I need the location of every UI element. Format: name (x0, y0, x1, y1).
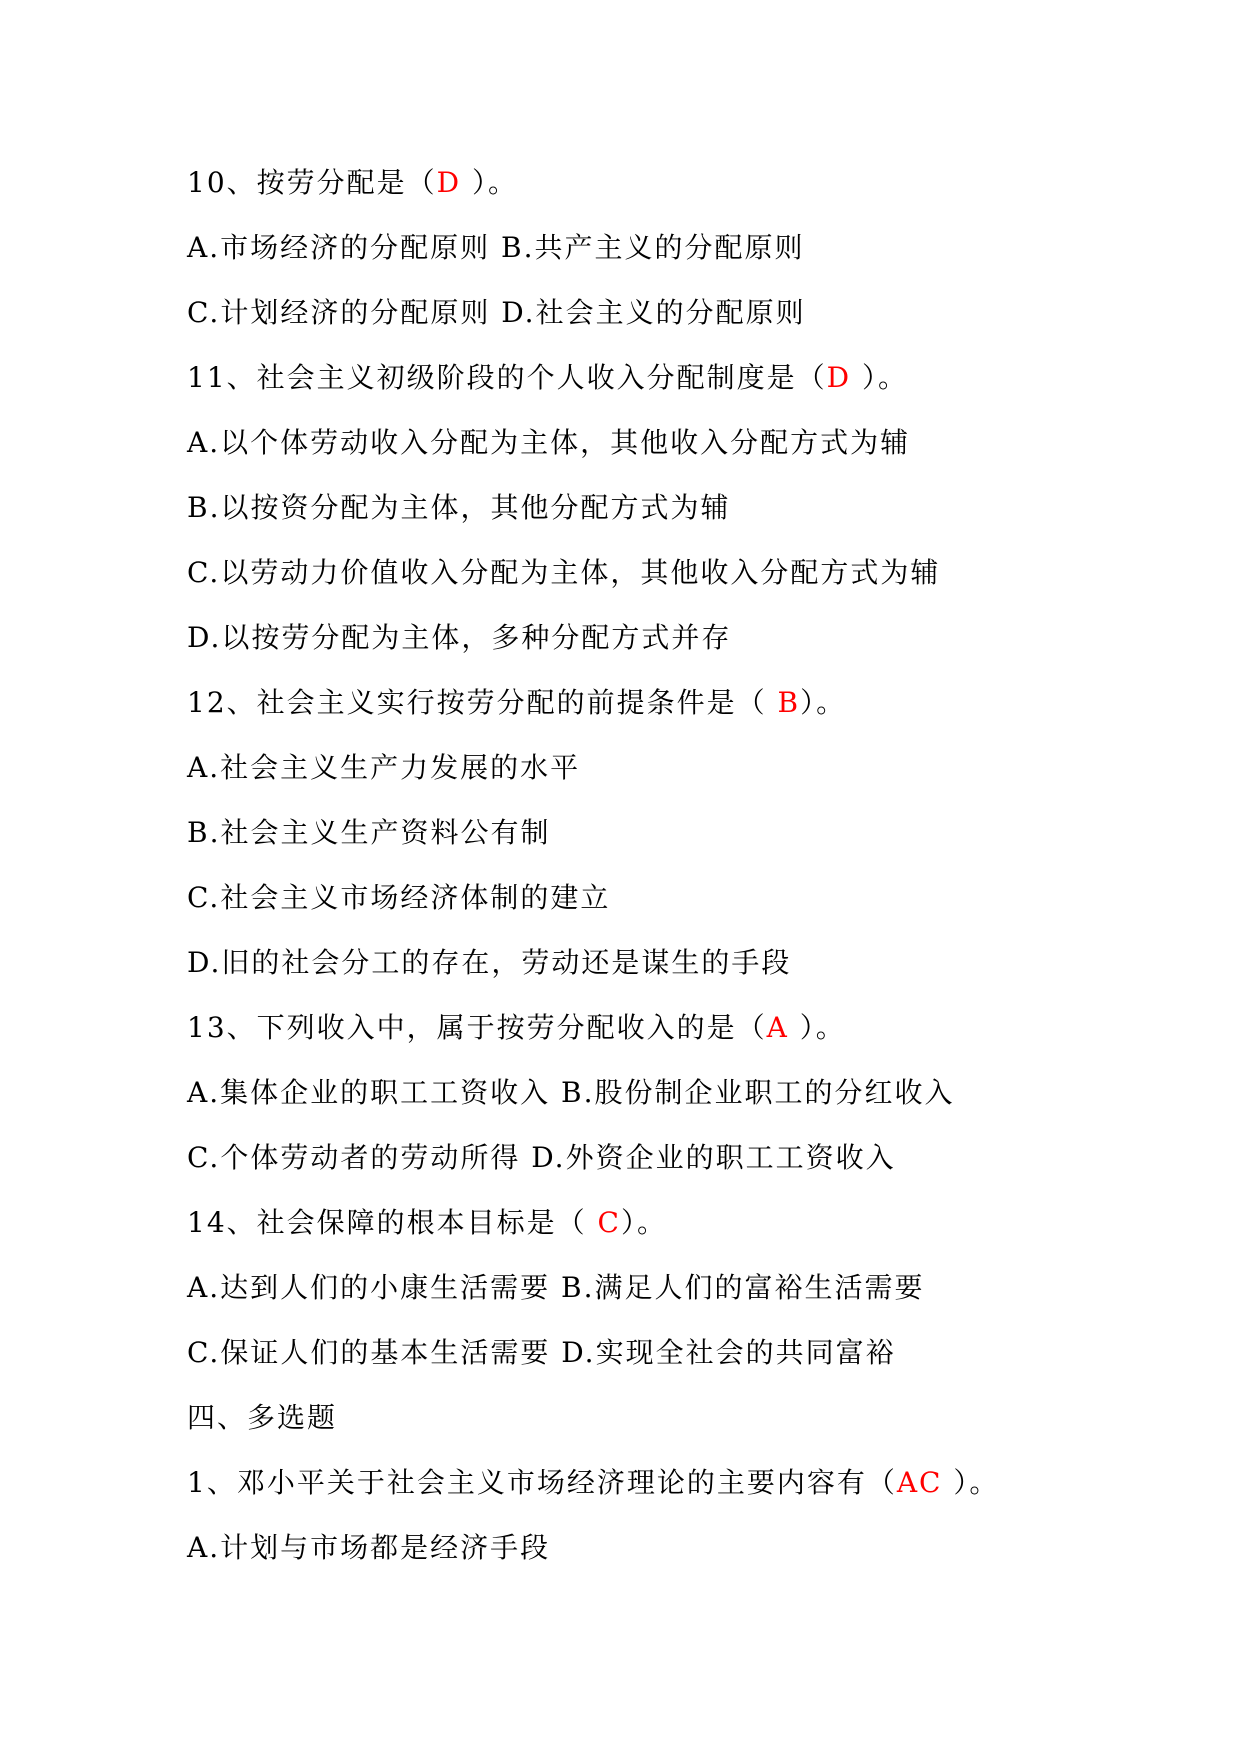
option-line: C.以劳动力价值收入分配为主体，其他收入分配方式为辅 (187, 556, 941, 589)
question-text-end: ）。 (942, 1466, 1000, 1499)
question-text-end: ）。 (800, 686, 847, 719)
answer-mark: D (436, 166, 462, 199)
question-multi-1 (187, 1456, 1187, 1521)
document-body (187, 156, 1187, 1586)
question-text-end: ）。 (851, 361, 908, 394)
question-text-end: ）。 (788, 1011, 846, 1044)
question-text: 11、社会主义初级阶段的个人收入分配制度是（ (187, 361, 827, 394)
question-11 (187, 351, 1187, 416)
option-line: B.以按资分配为主体，其他分配方式为辅 (187, 491, 731, 524)
option-line: B.社会主义生产资料公有制 (187, 816, 551, 849)
question-text: 13、下列收入中，属于按劳分配收入的是（ (187, 1011, 767, 1044)
option-line: A.以个体劳动收入分配为主体，其他收入分配方式为辅 (187, 426, 911, 459)
answer-mark: C (597, 1206, 621, 1239)
question-13 (187, 1001, 1187, 1066)
option-line: A.市场经济的分配原则 B.共产主义的分配原则 (187, 231, 805, 264)
option-line: A.集体企业的职工工资收入 B.股份制企业职工的分红收入 (187, 1076, 955, 1109)
answer-mark: A (766, 1011, 789, 1044)
option-line: A.达到人们的小康生活需要 B.满足人们的富裕生活需要 (187, 1271, 925, 1304)
question-14 (187, 1196, 1187, 1261)
answer-mark: AC (896, 1466, 943, 1499)
answer-mark: B (777, 686, 801, 719)
section-heading: 四、多选题 (187, 1401, 338, 1434)
question-text-end: ）。 (620, 1206, 667, 1239)
option-line: A.社会主义生产力发展的水平 (187, 751, 581, 784)
question-text: 1、邓小平关于社会主义市场经济理论的主要内容有（ (187, 1466, 897, 1499)
question-text: 10、按劳分配是（ (187, 166, 437, 199)
question-12 (187, 676, 1187, 741)
option-line: C.保证人们的基本生活需要 D.实现全社会的共同富裕 (187, 1336, 896, 1369)
question-text: 14、社会保障的根本目标是（ (187, 1206, 598, 1239)
option-line: C.个体劳动者的劳动所得 D.外资企业的职工工资收入 (187, 1141, 896, 1174)
option-line: D.旧的社会分工的存在，劳动还是谋生的手段 (187, 946, 792, 979)
option-line: A.计划与市场都是经济手段 (187, 1531, 551, 1564)
question-text-end: ）。 (461, 166, 518, 199)
answer-mark: D (826, 361, 852, 394)
option-line: C.社会主义市场经济体制的建立 (187, 881, 611, 914)
option-line: C.计划经济的分配原则 D.社会主义的分配原则 (187, 296, 806, 329)
question-10 (187, 156, 1187, 221)
question-text: 12、社会主义实行按劳分配的前提条件是（ (187, 686, 778, 719)
option-line: D.以按劳分配为主体，多种分配方式并存 (187, 621, 732, 654)
